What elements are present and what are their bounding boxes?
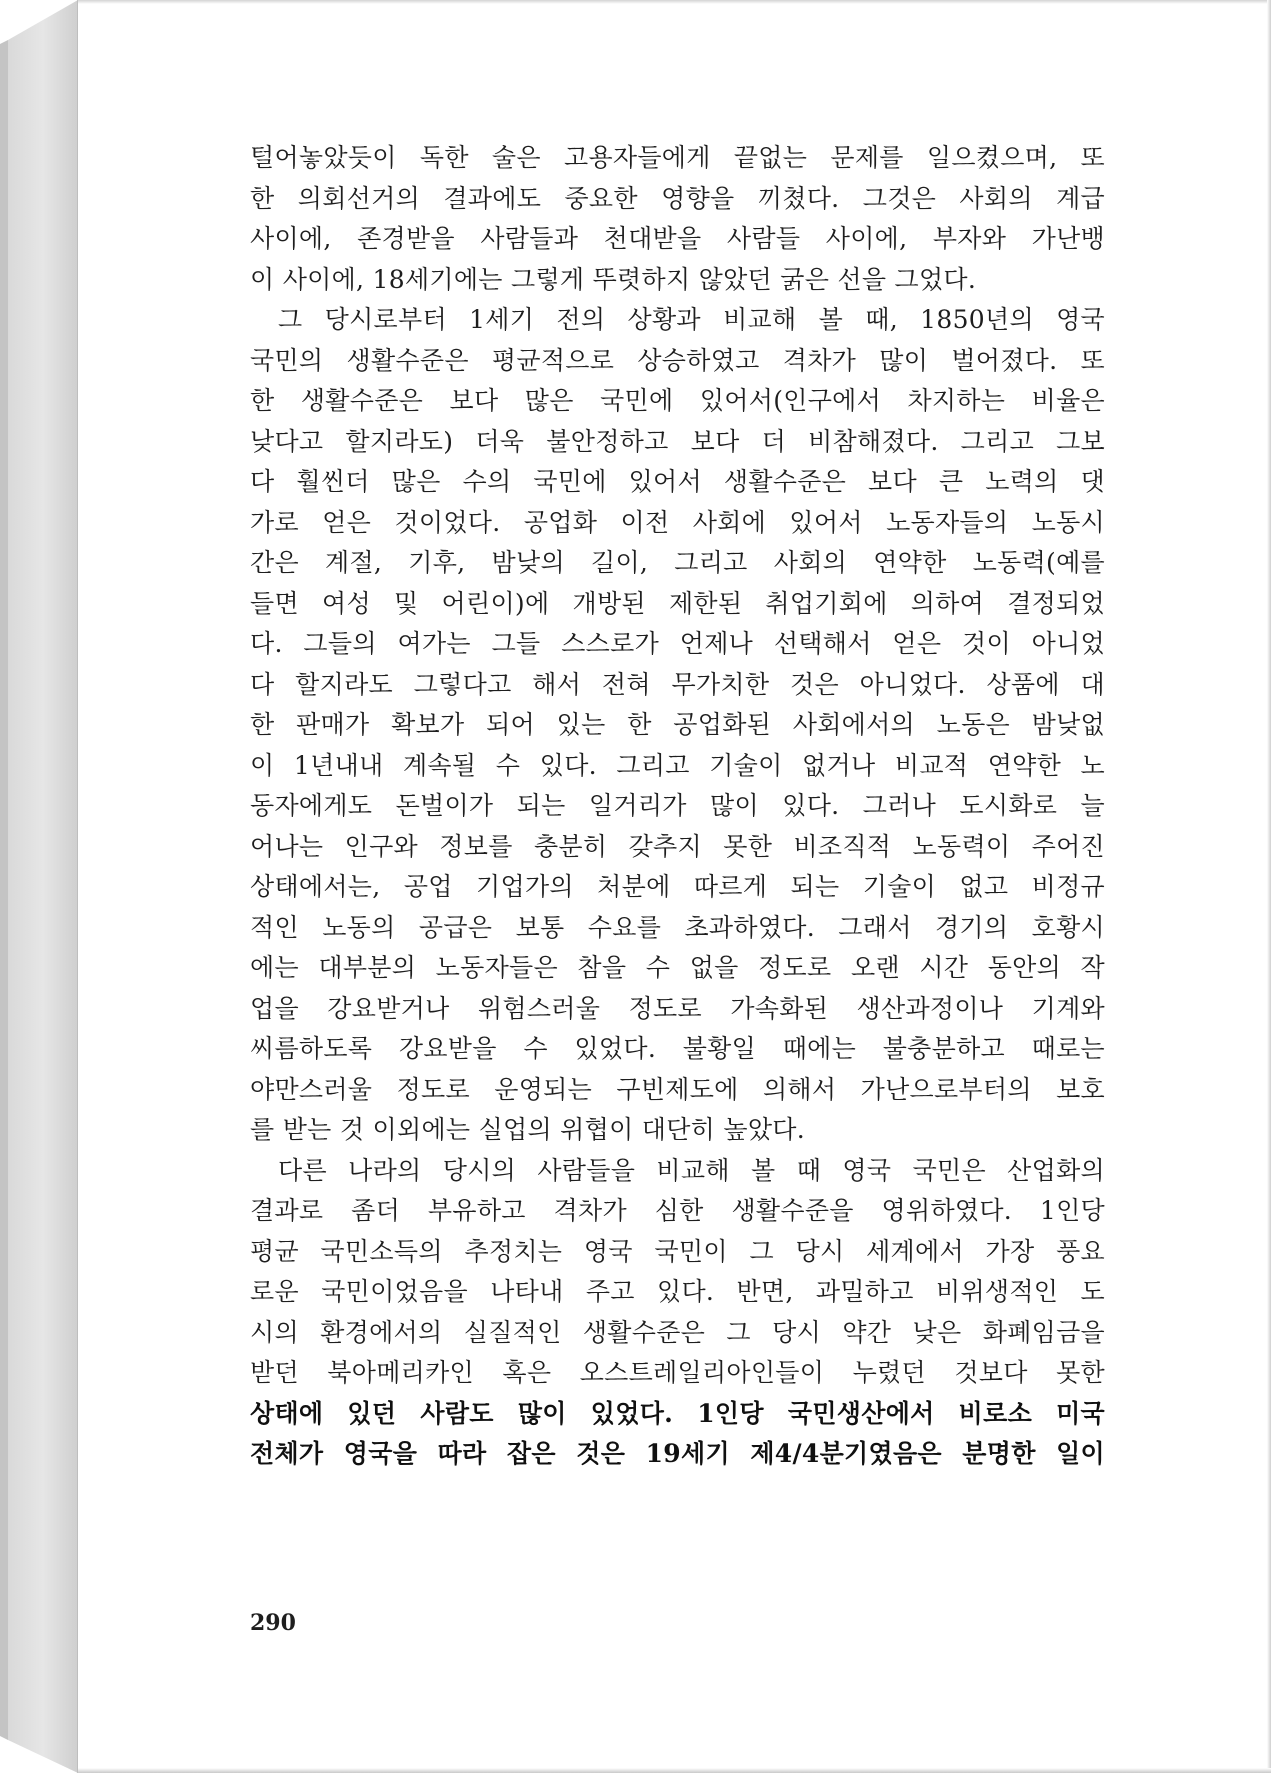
text-line: 전체가 영국을 따라 잡은 것은 19세기 제4/4분기였음은 분명한 일이	[250, 1439, 1105, 1468]
text-line: 국민의 생활수준은 평균적으로 상승하였고 격차가 많이 벌어졌다. 또	[250, 345, 1105, 375]
text-line: 적인 노동의 공급은 보통 수요를 초과하였다. 그래서 경기의 호황시	[250, 912, 1105, 942]
text-line: 한 생활수준은 보다 많은 국민에 있어서(인구에서 차지하는 비율은	[250, 386, 1105, 415]
text-line: 다 훨씬더 많은 수의 국민에 있어서 생활수준은 보다 큰 노력의 댓	[250, 467, 1105, 496]
text-line: 상태에서는, 공업 기업가의 처분에 따르게 되는 기술이 없고 비정규	[250, 872, 1105, 901]
page-right-edge	[1267, 0, 1271, 1773]
text-line: 들면 여성 및 어린이)에 개방된 제한된 취업기회에 의하여 결정되었	[250, 588, 1105, 618]
text-line: 한 판매가 확보가 되어 있는 한 공업화된 사회에서의 노동은 밤낮없	[250, 710, 1105, 739]
text-line: 업을 강요받거나 위험스러울 정도로 가속화된 생산과정이나 기계와	[250, 993, 1105, 1023]
text-line: 상태에 있던 사람도 많이 있었다. 1인당 국민생산에서 비로소 미국	[250, 1398, 1105, 1428]
text-line: 를 받는 것 이외에는 실업의 위협이 대단히 높았다.	[250, 1115, 805, 1144]
text-line: 야만스러울 정도로 운영되는 구빈제도에 의해서 가난으로부터의 보호	[250, 1074, 1105, 1104]
book-spine	[0, 0, 90, 1773]
text-line: 간은 계절, 기후, 밤낮의 길이, 그리고 사회의 연약한 노동력(예를	[250, 548, 1105, 577]
text-line: 어나는 인구와 정보를 충분히 갖추지 못한 비조직적 노동력이 주어진	[250, 831, 1105, 861]
text-line: 로운 국민이었음을 나타내 주고 있다. 반면, 과밀하고 비위생적인 도	[250, 1277, 1105, 1306]
body-text	[250, 138, 1105, 1475]
text-line: 평균 국민소득의 추정치는 영국 국민이 그 당시 세계에서 가장 풍요	[250, 1236, 1105, 1266]
text-line: 가로 얻은 것이었다. 공업화 이전 사회에 있어서 노동자들의 노동시	[250, 507, 1105, 537]
page-bottom-edge	[78, 1768, 1271, 1773]
text-line: 이 사이에, 18세기에는 그렇게 뚜렷하지 않았던 굵은 선을 그었다.	[250, 264, 977, 294]
page-number: 290	[250, 1610, 296, 1636]
paragraph-start-line: 다른 나라의 당시의 사람들을 비교해 볼 때 영국 국민은 산업화의	[278, 1155, 1105, 1185]
text-line: 다 할지라도 그렇다고 해서 전혀 무가치한 것은 아니었다. 상품에 대	[250, 669, 1105, 699]
paragraph-start-line: 그 당시로부터 1세기 전의 상황과 비교해 볼 때, 1850년의 영국	[278, 305, 1105, 334]
text-line: 다. 그들의 여가는 그들 스스로가 언제나 선택해서 얻은 것이 아니었	[250, 629, 1105, 658]
text-line: 에는 대부분의 노동자들은 참을 수 없을 정도로 오랜 시간 동안의 작	[250, 953, 1105, 982]
page-top-edge	[78, 0, 1271, 4]
text-line: 한 의회선거의 결과에도 중요한 영향을 끼쳤다. 그것은 사회의 계급	[250, 183, 1105, 213]
text-line: 낮다고 할지라도) 더욱 불안정하고 보다 더 비참해졌다. 그리고 그보	[250, 426, 1105, 456]
text-line: 결과로 좀더 부유하고 격차가 심한 생활수준을 영위하였다. 1인당	[250, 1196, 1105, 1225]
text-line: 털어놓았듯이 독한 술은 고용자들에게 끝없는 문제를 일으켰으며, 또	[250, 143, 1105, 172]
text-line: 씨름하도록 강요받을 수 있었다. 불황일 때에는 불충분하고 때로는	[250, 1034, 1105, 1063]
text-line: 동자에게도 돈벌이가 되는 일거리가 많이 있다. 그러나 도시화로 늘	[250, 791, 1105, 820]
text-line: 받던 북아메리카인 혹은 오스트레일리아인들이 누렸던 것보다 못한	[250, 1358, 1105, 1387]
text-line: 시의 환경에서의 실질적인 생활수준은 그 당시 약간 낮은 화폐임금을	[250, 1317, 1105, 1347]
text-line: 이 1년내내 계속될 수 있다. 그리고 기술이 없거나 비교적 연약한 노	[250, 750, 1105, 780]
text-line: 사이에, 존경받을 사람들과 천대받을 사람들 사이에, 부자와 가난뱅	[250, 224, 1105, 253]
